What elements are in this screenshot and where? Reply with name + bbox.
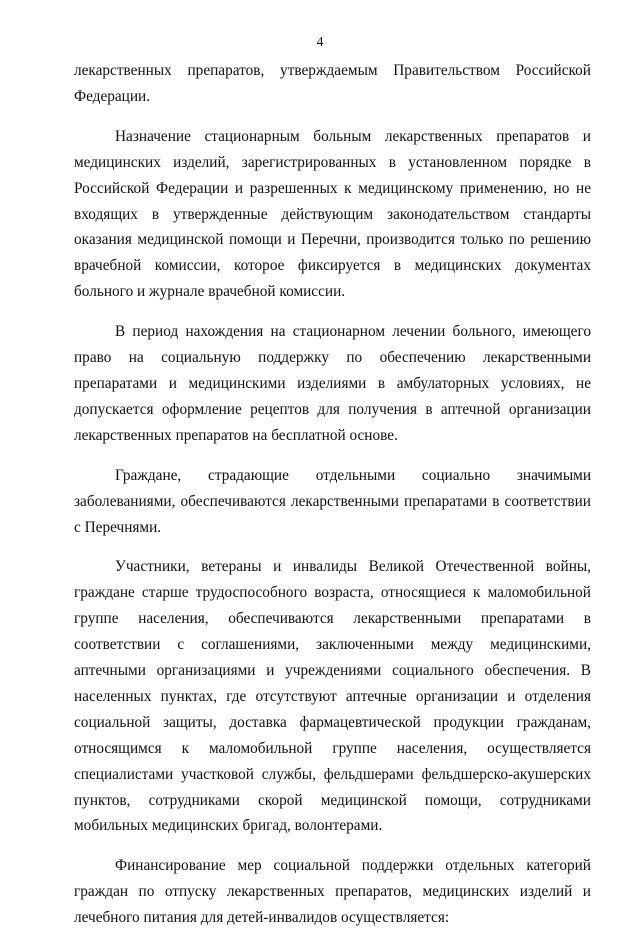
paragraph-financing: Финансирование мер социальной поддержки отдельных категорий граждан по отпуску лекарственных препаратов, медицинских изделий и лечебного питания для детей-инвалидов осуществляется:	[74, 857, 591, 927]
paragraph-war-veterans: Участники, ветераны и инвалиды Великой Отечественной войны, граждане старше трудоспособного возраста, относящиеся к маломобильной группе населения, обеспечиваются лекарственными препаратами в соответствии с соглашениями, заключенными между медицинскими, аптечными организациями и учреждениями социального обеспечения. В населенных пунктах, где отсутствуют аптечные организации и отделения социальной защиты, доставка фармацевтической продукции гражданам, относящимся к маломобильной группе населения, осуществляется специалистами участковой службы, фельдшерами фельдшерско-акушерских пунктов, сотрудниками скорой медицинской помощи, сотрудниками мобильных медицинских бригад, волонтерами.	[74, 558, 591, 835]
paragraph-socially-significant-diseases: Граждане, страдающие отдельными социально значимыми заболеваниями, обеспечиваются лекарственными препаратами в соответствии с Перечнями.	[74, 466, 591, 536]
paragraph-inpatient-period: В период нахождения на стационарном лечении больного, имеющего право на социальную поддержку по обеспечению лекарственными препаратами и медицинскими изделиями в амбулаторных условиях, не допускается оформление рецептов для получения в аптечной организации лекарственных препаратов на бесплатной основе.	[74, 323, 591, 444]
document-body	[74, 58, 591, 945]
paragraph-prescription-commission: Назначение стационарным больным лекарственных препаратов и медицинских изделий, зарегистрированных в установленном порядке в Российской Федерации и разрешенных к медицинскому применению, но не входящих в утвержденные действующим законодательством стандарты оказания медицинской помощи и Перечни, производится только по решению врачебной комиссии, которое фиксируется в медицинских документах больного и журнале врачебной комиссии.	[74, 127, 591, 301]
page-number: 4	[316, 35, 324, 50]
paragraph-continuation: лекарственных препаратов, утверждаемым Правительством Российской Федерации.	[74, 62, 591, 105]
